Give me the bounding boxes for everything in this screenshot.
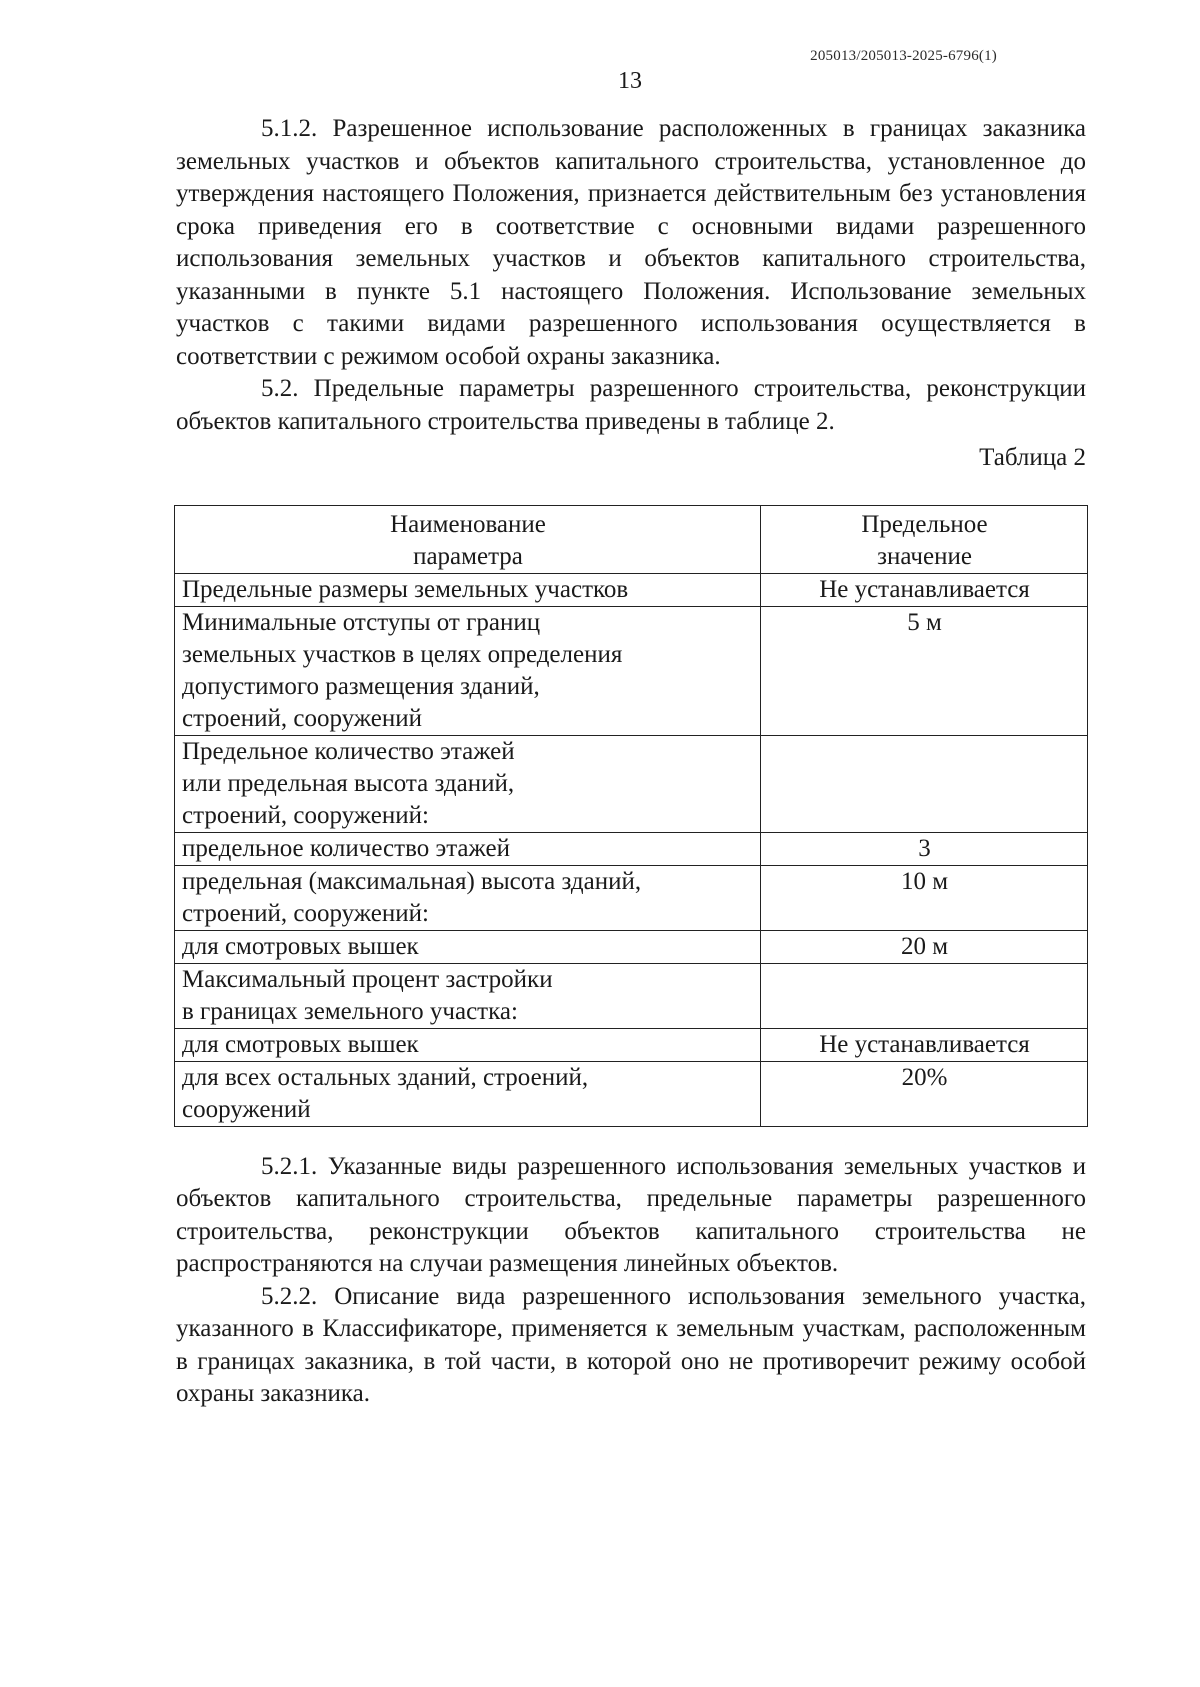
row-parameter-name: Предельные размеры земельных участков <box>175 573 761 606</box>
row-limit-value: Не устанавливается <box>761 1028 1088 1061</box>
row-limit-value <box>761 963 1088 1028</box>
header-limit-value-line1: Предельное <box>861 510 988 538</box>
row-limit-value: 20% <box>761 1061 1088 1126</box>
row-name-line: Максимальный процент застройки <box>182 965 553 993</box>
row-parameter-name: предельное количество этажей <box>175 832 761 865</box>
row-name-line: земельных участков в целях определения <box>182 640 623 668</box>
row-name-line: сооружений <box>182 1095 311 1123</box>
paragraph-5-1-2: 5.1.2. Разрешенное использование расположенных в границах заказника земельных участков и объектов капитального строительства, установленное до утверждения настоящего Положения, признается действительным без установления срока приведения его в соответствие с основными видами разрешенного использования земельных участков и объектов капитального строительства, указанными в пункте 5.1 настоящего Положения. Использование земельных участков с такими видами разрешенного использования осуществляется в соответствии с режимом особой охраны заказника. <box>176 115 1086 370</box>
row-parameter-name <box>175 606 761 735</box>
header-limit-value <box>761 505 1088 573</box>
paragraph-5-2-1: 5.2.1. Указанные виды разрешенного использования земельных участков и объектов капитального строительства, предельные параметры разрешенного строительства, реконструкции объектов капитального строительства не распространяются на случаи размещения линейных объектов. <box>176 1152 1086 1277</box>
header-limit-value-line2: значение <box>877 542 972 570</box>
table-row <box>175 832 1088 865</box>
header-parameter-name <box>175 505 761 573</box>
table-row <box>175 963 1088 1028</box>
paragraph-5-2-2: 5.2.2. Описание вида разрешенного использования земельного участка, указанного в Классификаторе, применяется к земельным участкам, расположенным в границах заказника, в той части, в которой оно не противоречит режиму особой охраны заказника. <box>176 1282 1086 1407</box>
table-row <box>175 573 1088 606</box>
document-body <box>176 113 1086 1411</box>
header-parameter-name-line2: параметра <box>413 542 523 570</box>
row-parameter-name: для смотровых вышек <box>175 930 761 963</box>
table-row <box>175 1028 1088 1061</box>
row-name-line: строений, сооружений <box>182 704 422 732</box>
row-limit-value <box>761 735 1088 832</box>
row-name-line: строений, сооружений: <box>182 899 429 927</box>
row-limit-value: 3 <box>761 832 1088 865</box>
row-limit-value: 10 м <box>761 865 1088 930</box>
page-number: 13 <box>618 68 642 94</box>
table-row <box>175 865 1088 930</box>
table-row <box>175 1061 1088 1126</box>
row-parameter-name: для смотровых вышек <box>175 1028 761 1061</box>
row-name-line: допустимого размещения зданий, <box>182 672 540 700</box>
table-header-row <box>175 505 1088 573</box>
row-name-line: или предельная высота зданий, <box>182 769 515 797</box>
row-parameter-name <box>175 963 761 1028</box>
row-limit-value: 5 м <box>761 606 1088 735</box>
row-limit-value: Не устанавливается <box>761 573 1088 606</box>
parameters-table <box>174 505 1088 1127</box>
paragraph-5-2: 5.2. Предельные параметры разрешенного строительства, реконструкции объектов капитального строительства приведены в таблице 2. <box>176 375 1086 435</box>
row-name-line: предельная (максимальная) высота зданий, <box>182 867 642 895</box>
header-parameter-name-line1: Наименование <box>390 510 546 538</box>
row-name-line: в границах земельного участка: <box>182 997 518 1025</box>
row-name-line: для всех остальных зданий, строений, <box>182 1063 589 1091</box>
table-row <box>175 606 1088 735</box>
document-id: 205013/205013-2025-6796(1) <box>810 48 997 64</box>
row-parameter-name <box>175 1061 761 1126</box>
row-limit-value: 20 м <box>761 930 1088 963</box>
table-row <box>175 735 1088 832</box>
row-parameter-name <box>175 865 761 930</box>
row-name-line: Минимальные отступы от границ <box>182 608 541 636</box>
row-parameter-name <box>175 735 761 832</box>
table-row <box>175 930 1088 963</box>
row-name-line: строений, сооружений: <box>182 801 429 829</box>
table-caption: Таблица 2 <box>979 444 1086 471</box>
row-name-line: Предельное количество этажей <box>182 737 515 765</box>
